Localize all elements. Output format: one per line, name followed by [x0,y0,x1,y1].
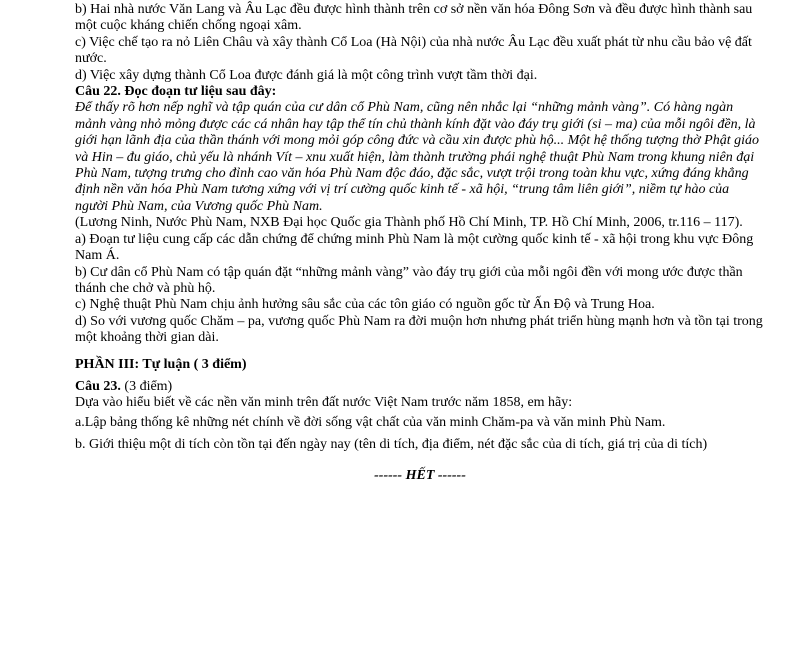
part3-title: PHẦN III: Tự luận ( 3 điểm) [75,356,247,372]
q22-passage: Để thấy rõ hơn nếp nghĩ và tập quán của cư dân cổ Phù Nam, cũng nên nhắc lại “những mảnh vàng”. Có hàng ngàn mảnh vàng nhỏ mỏng được các cá nhân hay tập thể tín chủ thành kính đặt vào đáy trụ giới (si – ma) của mỗi ngôi đền, là giới hạn lãnh địa của thần thánh với mong mỏi góp công đức và cầu xin được phù hộ... Một hệ thống tượng thờ Phật giáo và Hin – đu giáo, chủ yếu là nhánh Vít – xnu xuất hiện, làm thành trường phái nghệ thuật Phù Nam trong khung niên đại Phù Nam, tượng trưng cho đỉnh cao văn hóa Phù Nam độc đáo, đặc sắc, vượt trội trong toàn khu vực, xứng đáng khẳng định nền văn hóa Phù Nam tương xứng với vị trí cường quốc kinh tế - xã hội, “trung tâm liên giới”, niềm tự hào của người Phù Nam, của Vương quốc Phù Nam. [75,100,759,214]
q23-points: (3 điểm) [120,378,173,394]
q22-statement-b: b) Cư dân cổ Phù Nam có tập quán đặt “những mảnh vàng” vào đáy trụ giới của mỗi ngôi đền với mong ước được thần thánh che chở và phù hộ. [75,264,743,296]
q21-option-b: b) Hai nhà nước Văn Lang và Âu Lạc đều được hình thành trên cơ sở nền văn hóa Đông Sơn và đều được hình thành sau một cuộc kháng chiến chống ngoại xâm. [75,2,753,34]
q23-intro: Dựa vào hiểu biết về các nền văn minh trên đất nước Việt Nam trước năm 1858, em hãy: [75,395,573,411]
q22-statement-a: a) Đoạn tư liệu cung cấp các dẫn chứng để chứng minh Phù Nam là một cường quốc kinh tế - xã hội trong khu vực Đông Nam Á. [75,231,754,264]
end-marker: ------ HẾT ------ [374,467,466,483]
q21-option-d: d) Việc xây dựng thành Cổ Loa được đánh giá là một công trình vượt tầm thời đại. [75,67,538,83]
q23-part-b: b. Giới thiệu một di tích còn tồn tại đến ngày nay (tên di tích, địa điểm, nét đặc sắc của di tích, giá trị của di tích) [75,437,708,453]
q22-statement-d: d) So với vương quốc Chăm – pa, vương quốc Phù Nam ra đời muộn hơn nhưng phát triển hùng mạnh hơn và tồn tại trong một khoảng thời gian dài. [75,313,763,346]
q22-heading: Câu 22. Đọc đoạn tư liệu sau đây: [75,84,277,100]
q21-option-c: c) Việc chế tạo ra nỏ Liên Châu và xây thành Cổ Loa (Hà Nội) của nhà nước Âu Lạc đều xuất phát từ nhu cầu bảo vệ đất nước. [75,34,752,67]
q23-heading [75,379,765,395]
exam-page [75,2,765,484]
q23-label: Câu 23. [75,378,121,394]
q22-statement-c: c) Nghệ thuật Phù Nam chịu ảnh hưởng sâu sắc của các tôn giáo có nguồn gốc từ Ấn Độ và Trung Hoa. [75,297,655,313]
q22-source: (Lương Ninh, Nước Phù Nam, NXB Đại học Quốc gia Thành phố Hồ Chí Minh, TP. Hồ Chí Minh, 2006, tr.116 – 117). [75,215,743,231]
q23-part-a: a.Lập bảng thống kê những nét chính về đời sống vật chất của văn minh Chăm-pa và văn minh Phù Nam. [75,414,666,430]
